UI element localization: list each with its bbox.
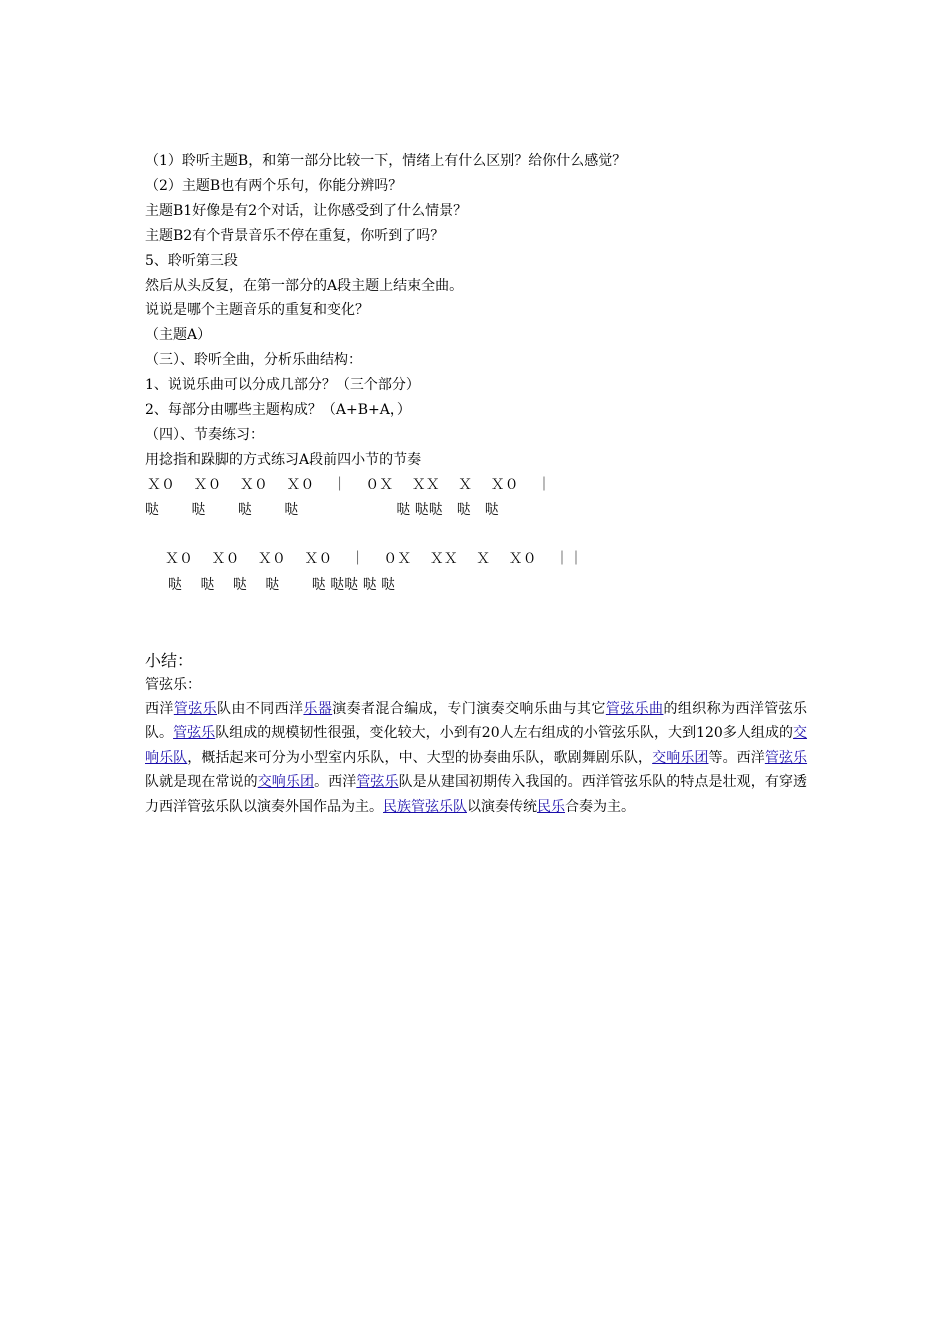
summary-text: 队是从建国初期传入我国的。西洋管弦乐队的特点是壮观，有穿透力西洋管弦乐队以演奏外国作品为主。 <box>145 774 808 815</box>
summary-link[interactable]: 乐器 <box>303 701 333 717</box>
summary-text: 以演奏传统 <box>467 798 537 815</box>
summary-text: 。西洋 <box>314 774 357 791</box>
summary-link[interactable]: 交响乐团 <box>652 749 709 766</box>
text-line: 主题B1好像是有2个对话，让你感受到了什么情景？ <box>145 203 468 219</box>
rhythm-syllables-row-1: 哒 哒 哒 哒 哒 哒哒 哒 哒 <box>145 502 499 518</box>
summary-text: 队由不同西洋 <box>217 701 304 717</box>
text-line: 主题B2有个背景音乐不停在重复，你听到了吗？ <box>145 228 445 244</box>
summary-paragraph <box>145 697 807 819</box>
summary-link[interactable]: 管弦乐 <box>173 725 216 742</box>
summary-text: 演奏者混合编成，专门演奏交响乐曲与其它 <box>332 701 606 717</box>
summary-link[interactable]: 管弦乐 <box>173 701 218 717</box>
rhythm-notes-row-2: Ｘ０ Ｘ０ Ｘ０ Ｘ０ ｜ ０Ｘ ＸＸ Ｘ Ｘ０ ｜｜ <box>165 551 584 567</box>
summary-subtitle: 管弦乐： <box>145 677 201 693</box>
text-line: （2）主题B也有两个乐句，你能分辨吗？ <box>145 178 403 194</box>
summary-link[interactable]: 交响乐团 <box>257 774 315 791</box>
rhythm-syllables-row-2: 哒 哒 哒 哒 哒 哒哒 哒 哒 <box>168 577 396 593</box>
rhythm-notes-row-1: Ｘ０ Ｘ０ Ｘ０ Ｘ０ ｜ ０Ｘ ＸＸ Ｘ Ｘ０ ｜ <box>147 477 552 493</box>
text-line: 说说是哪个主题音乐的重复和变化？ <box>145 302 369 318</box>
summary-text: 西洋 <box>145 701 174 717</box>
summary-text: 等。西洋 <box>708 749 765 766</box>
summary-link[interactable]: 交响乐队 <box>145 725 808 766</box>
text-line: （四）、节奏练习： <box>145 427 264 443</box>
text-line: （三）、聆听全曲，分析乐曲结构： <box>145 352 362 368</box>
text-line: 1、说说乐曲可以分成几部分？（三个部分） <box>145 377 420 393</box>
summary-text: 的组织称为西洋管弦乐队。 <box>145 701 808 742</box>
summary-text: 队就是现在常说的 <box>145 774 258 791</box>
text-line: 然后从头反复，在第一部分的A段主题上结束全曲。 <box>145 278 464 294</box>
summary-link[interactable]: 管弦乐曲 <box>605 701 664 717</box>
text-line: （1）聆听主题B，和第一部分比较一下，情绪上有什么区别？给你什么感觉？ <box>145 153 627 169</box>
text-line: 5、聆听第三段 <box>145 253 238 269</box>
summary-link[interactable]: 管弦乐 <box>356 774 399 791</box>
summary-text: 队组成的规模韧性很强，变化较大，小到有20人左右组成的小管弦乐队，大到120多人组成的 <box>215 725 794 742</box>
summary-link[interactable]: 管弦乐 <box>764 749 808 766</box>
text-line: 2、每部分由哪些主题构成？（A+B+A，） <box>145 402 411 418</box>
summary-text: ，概括起来可分为小型室内乐队，中、大型的协奏曲乐队，歌剧舞剧乐队， <box>187 749 653 766</box>
text-line: 用捻指和跺脚的方式练习A段前四小节的节奏 <box>145 452 422 468</box>
summary-link[interactable]: 民乐 <box>537 798 565 815</box>
text-line: （主题A） <box>145 327 212 343</box>
summary-link[interactable]: 民族管弦乐队 <box>383 798 467 815</box>
summary-title: 小结： <box>145 651 194 670</box>
summary-text: 合奏为主。 <box>565 798 635 815</box>
